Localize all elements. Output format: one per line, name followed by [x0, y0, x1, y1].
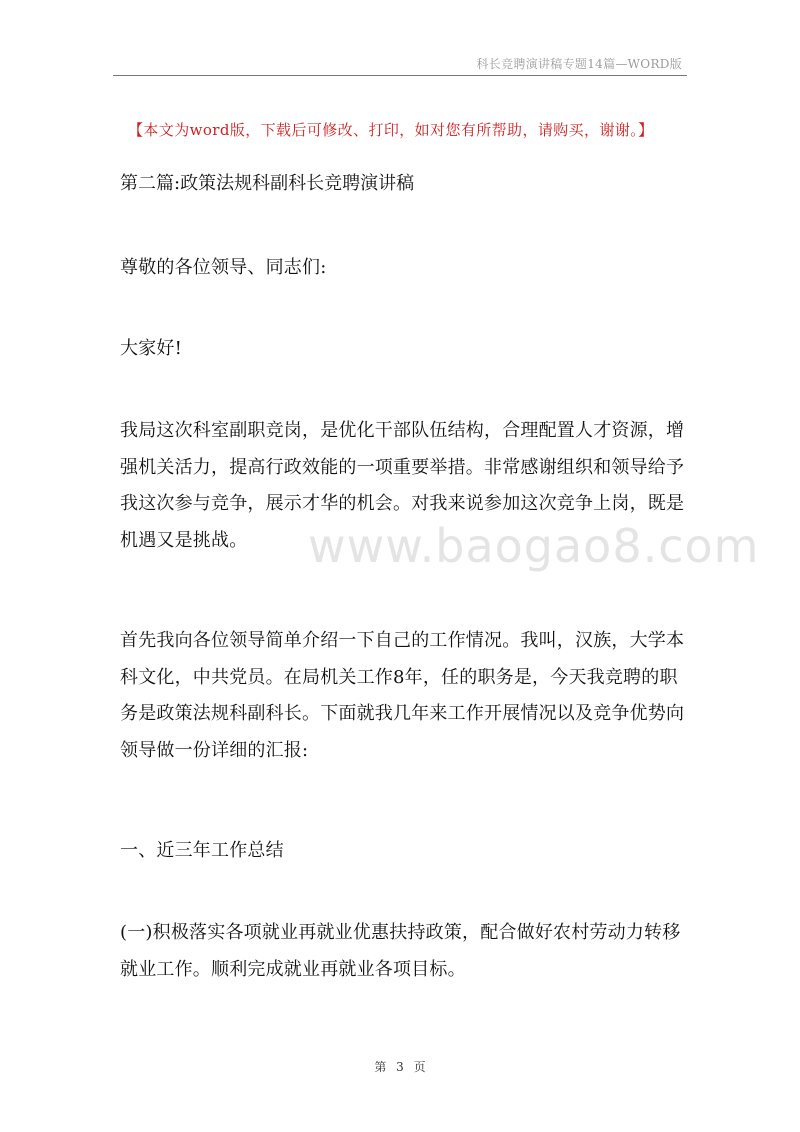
watermark: www.baogao8.com [308, 519, 760, 573]
body-paragraph-background: 首先我向各位领导简单介绍一下自己的工作情况。我叫，汉族，大学本科文化，中共党员。在局机关工作8年，任的职务是，今天我竞聘的职务是政策法规科副科长。下面就我几年来工作开展情况以及竞争优势向领导做一份详细的汇报: [120, 630, 685, 761]
body-paragraph-policy: (一)积极落实各项就业再就业优惠扶持政策，配合做好农村劳动力转移就业工作。顺利完成就业再就业各项目标。 [120, 922, 681, 980]
footer-prefix: 第 [374, 1060, 387, 1074]
greeting: 大家好! [120, 338, 183, 359]
page-number: 3 [396, 1060, 404, 1074]
footer-suffix: 页 [413, 1060, 426, 1074]
running-header: 科长竞聘演讲稿专题14篇—WORD版 [476, 57, 682, 71]
body-paragraph-intro: 我局这次科室副职竞岗，是优化干部队伍结构，合理配置人才资源，增强机关活力，提高行政效能的一项重要举措。非常感谢组织和领导给予我这次参与竞争，展示才华的机会。对我来说参加这次竞争上岗，既是机遇又是挑战。 [120, 420, 685, 551]
page-footer [0, 1058, 800, 1075]
purchase-notice: 【本文为word版，下载后可修改、打印，如对您有所帮助，请购买，谢谢。】 [128, 121, 654, 139]
heading-section-one: 一、近三年工作总结 [120, 840, 284, 861]
header-divider [113, 75, 687, 76]
section-title: 第二篇:政策法规科副科长竞聘演讲稿 [120, 173, 415, 194]
salutation: 尊敬的各位领导、同志们: [120, 257, 327, 278]
